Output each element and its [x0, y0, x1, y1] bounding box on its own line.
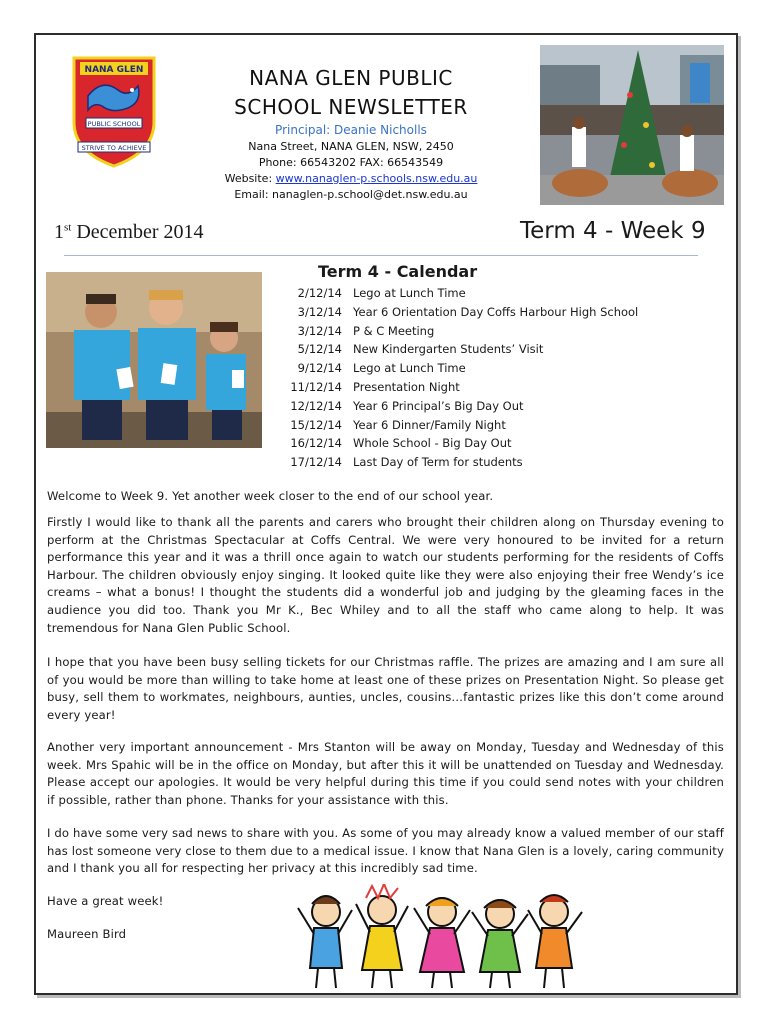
school-address: Nana Street, NANA GLEN, NSW, 2450 [248, 140, 454, 153]
newsletter-title [176, 64, 526, 122]
sign-off [47, 893, 267, 911]
crest-banner-top: NANA GLEN [84, 65, 144, 75]
calendar-event: Lego at Lunch Time [353, 286, 466, 300]
calendar-row [270, 418, 638, 437]
calendar-event: Last Day of Term for students [353, 455, 523, 470]
calendar-date: 2/12/14 [297, 286, 342, 300]
date-suffix: st [64, 221, 72, 234]
students-certificates-photo [46, 272, 262, 448]
letter-text: I hope that you have been busy selling tickets for our Christmas raffle. The prizes are amazing and I am sure all of you would be more than willing to take home at least one of these prizes on Presentation Night. So please get busy, sell them to workmates, neighbours, aunties, uncles, cousins…fantastic prizes like this don’t come around every year! [47, 655, 724, 722]
letter-text: Firstly I would like to thank all the parents and carers who brought their children along on Thursday evening to perform at the Christmas Spectacular at Coffs Central. We were very honoured to be invited for a return performance this year and it was a thrill once again to watch our students performing for the residents of Coffs Harbour. The children obviously enjoy singing. It looked quite like they were also enjoying their free Wendy’s ice creams – what a bonus! I thought the students did a wonderful job and judging by the gleaming faces in the audience you did too. Thank you Mr K., Bec Whiley and to all the staff who came along to help. It was tremendous for Nana Glen Public School. [47, 515, 724, 635]
calendar-event: Presentation Night [353, 379, 460, 394]
calendar-event: Year 6 Orientation Day Coffs Harbour High School [353, 304, 639, 319]
calendar-title: Term 4 - Calendar [318, 262, 478, 281]
letter-paragraph [47, 739, 724, 809]
dancing-kids-clipart [292, 884, 586, 992]
calendar-row [270, 399, 638, 418]
calendar-date: 5/12/14 [297, 342, 342, 357]
letter-paragraph [47, 825, 724, 878]
crest-banner-mid: PUBLIC SCHOOL [87, 120, 141, 128]
calendar-row [270, 286, 638, 305]
calendar-event: Year 6 Dinner/Family Night [353, 417, 506, 432]
term-week-heading: Term 4 - Week 9 [520, 218, 706, 244]
calendar-row [270, 361, 638, 380]
calendar-event: P & C Meeting [353, 323, 435, 338]
calendar-date: 3/12/14 [297, 323, 342, 338]
date-rest: December 2014 [71, 221, 204, 243]
calendar-date: 11/12/14 [290, 379, 342, 394]
calendar-date: 3/12/14 [297, 304, 342, 319]
school-website [176, 170, 526, 187]
calendar-event: Whole School - Big Day Out [353, 436, 512, 451]
website-label: Website: [224, 172, 276, 185]
calendar-row [270, 305, 638, 324]
sign-off-text: Have a great week! [47, 894, 164, 908]
signature-text: Maureen Bird [47, 927, 127, 941]
principal-name: Principal: Deanie Nicholls [275, 123, 427, 137]
newsletter-title-line2: SCHOOL NEWSLETTER [234, 95, 468, 119]
christmas-spectacular-photo [540, 45, 724, 205]
website-link[interactable]: www.nanaglen-p.schools.nsw.edu.au [275, 172, 478, 185]
school-phone-fax: Phone: 66543202 FAX: 66543549 [258, 156, 444, 169]
term-calendar-list [270, 286, 638, 474]
calendar-event: Year 6 Principal’s Big Day Out [353, 398, 524, 413]
crest-motto: STRIVE TO ACHIEVE [81, 144, 147, 152]
letter-paragraph [47, 514, 724, 637]
newsletter-title-line1: NANA GLEN PUBLIC [249, 66, 453, 90]
header-divider [64, 255, 698, 256]
letter-paragraph [47, 654, 724, 724]
calendar-row [270, 436, 638, 455]
calendar-row [270, 324, 638, 343]
calendar-date: 17/12/14 [290, 455, 342, 470]
newsletter-date [54, 221, 204, 244]
letter-text: Welcome to Week 9. Yet another week closer to the end of our school year. [47, 489, 494, 503]
calendar-date: 15/12/14 [290, 417, 342, 432]
school-crest-logo [72, 56, 156, 168]
calendar-date: 9/12/14 [297, 361, 342, 376]
letter-paragraph [47, 488, 724, 506]
date-day: 1 [54, 221, 64, 243]
calendar-date: 12/12/14 [290, 398, 342, 413]
school-email: Email: nanaglen-p.school@det.nsw.edu.au [234, 188, 468, 201]
signature-name [47, 926, 267, 944]
calendar-date: 16/12/14 [290, 436, 342, 451]
letter-text: I do have some very sad news to share with you. As some of you may already know a valued member of our staff has lost someone very close to them due to a medical issue. I know that Nana Glen is a lovely, caring community and I thank you all for respecting her privacy at this incredibly sad time. [47, 826, 724, 876]
calendar-row [270, 455, 638, 474]
letter-text: Another very important announcement - Mrs Stanton will be away on Monday, Tuesday and Wednesday of this week. Mrs Spahic will be in the office on Monday, but after this it will be unattended on Tuesday and Wednesday. Please accept our apologies. It would be very helpful during this time if you could send notes with your children if possible, rather than phone. Thanks for your assistance with this. [47, 740, 724, 807]
calendar-event: New Kindergarten Students’ Visit [353, 342, 544, 357]
calendar-row [270, 380, 638, 399]
calendar-event: Lego at Lunch Time [353, 361, 466, 376]
calendar-row [270, 342, 638, 361]
